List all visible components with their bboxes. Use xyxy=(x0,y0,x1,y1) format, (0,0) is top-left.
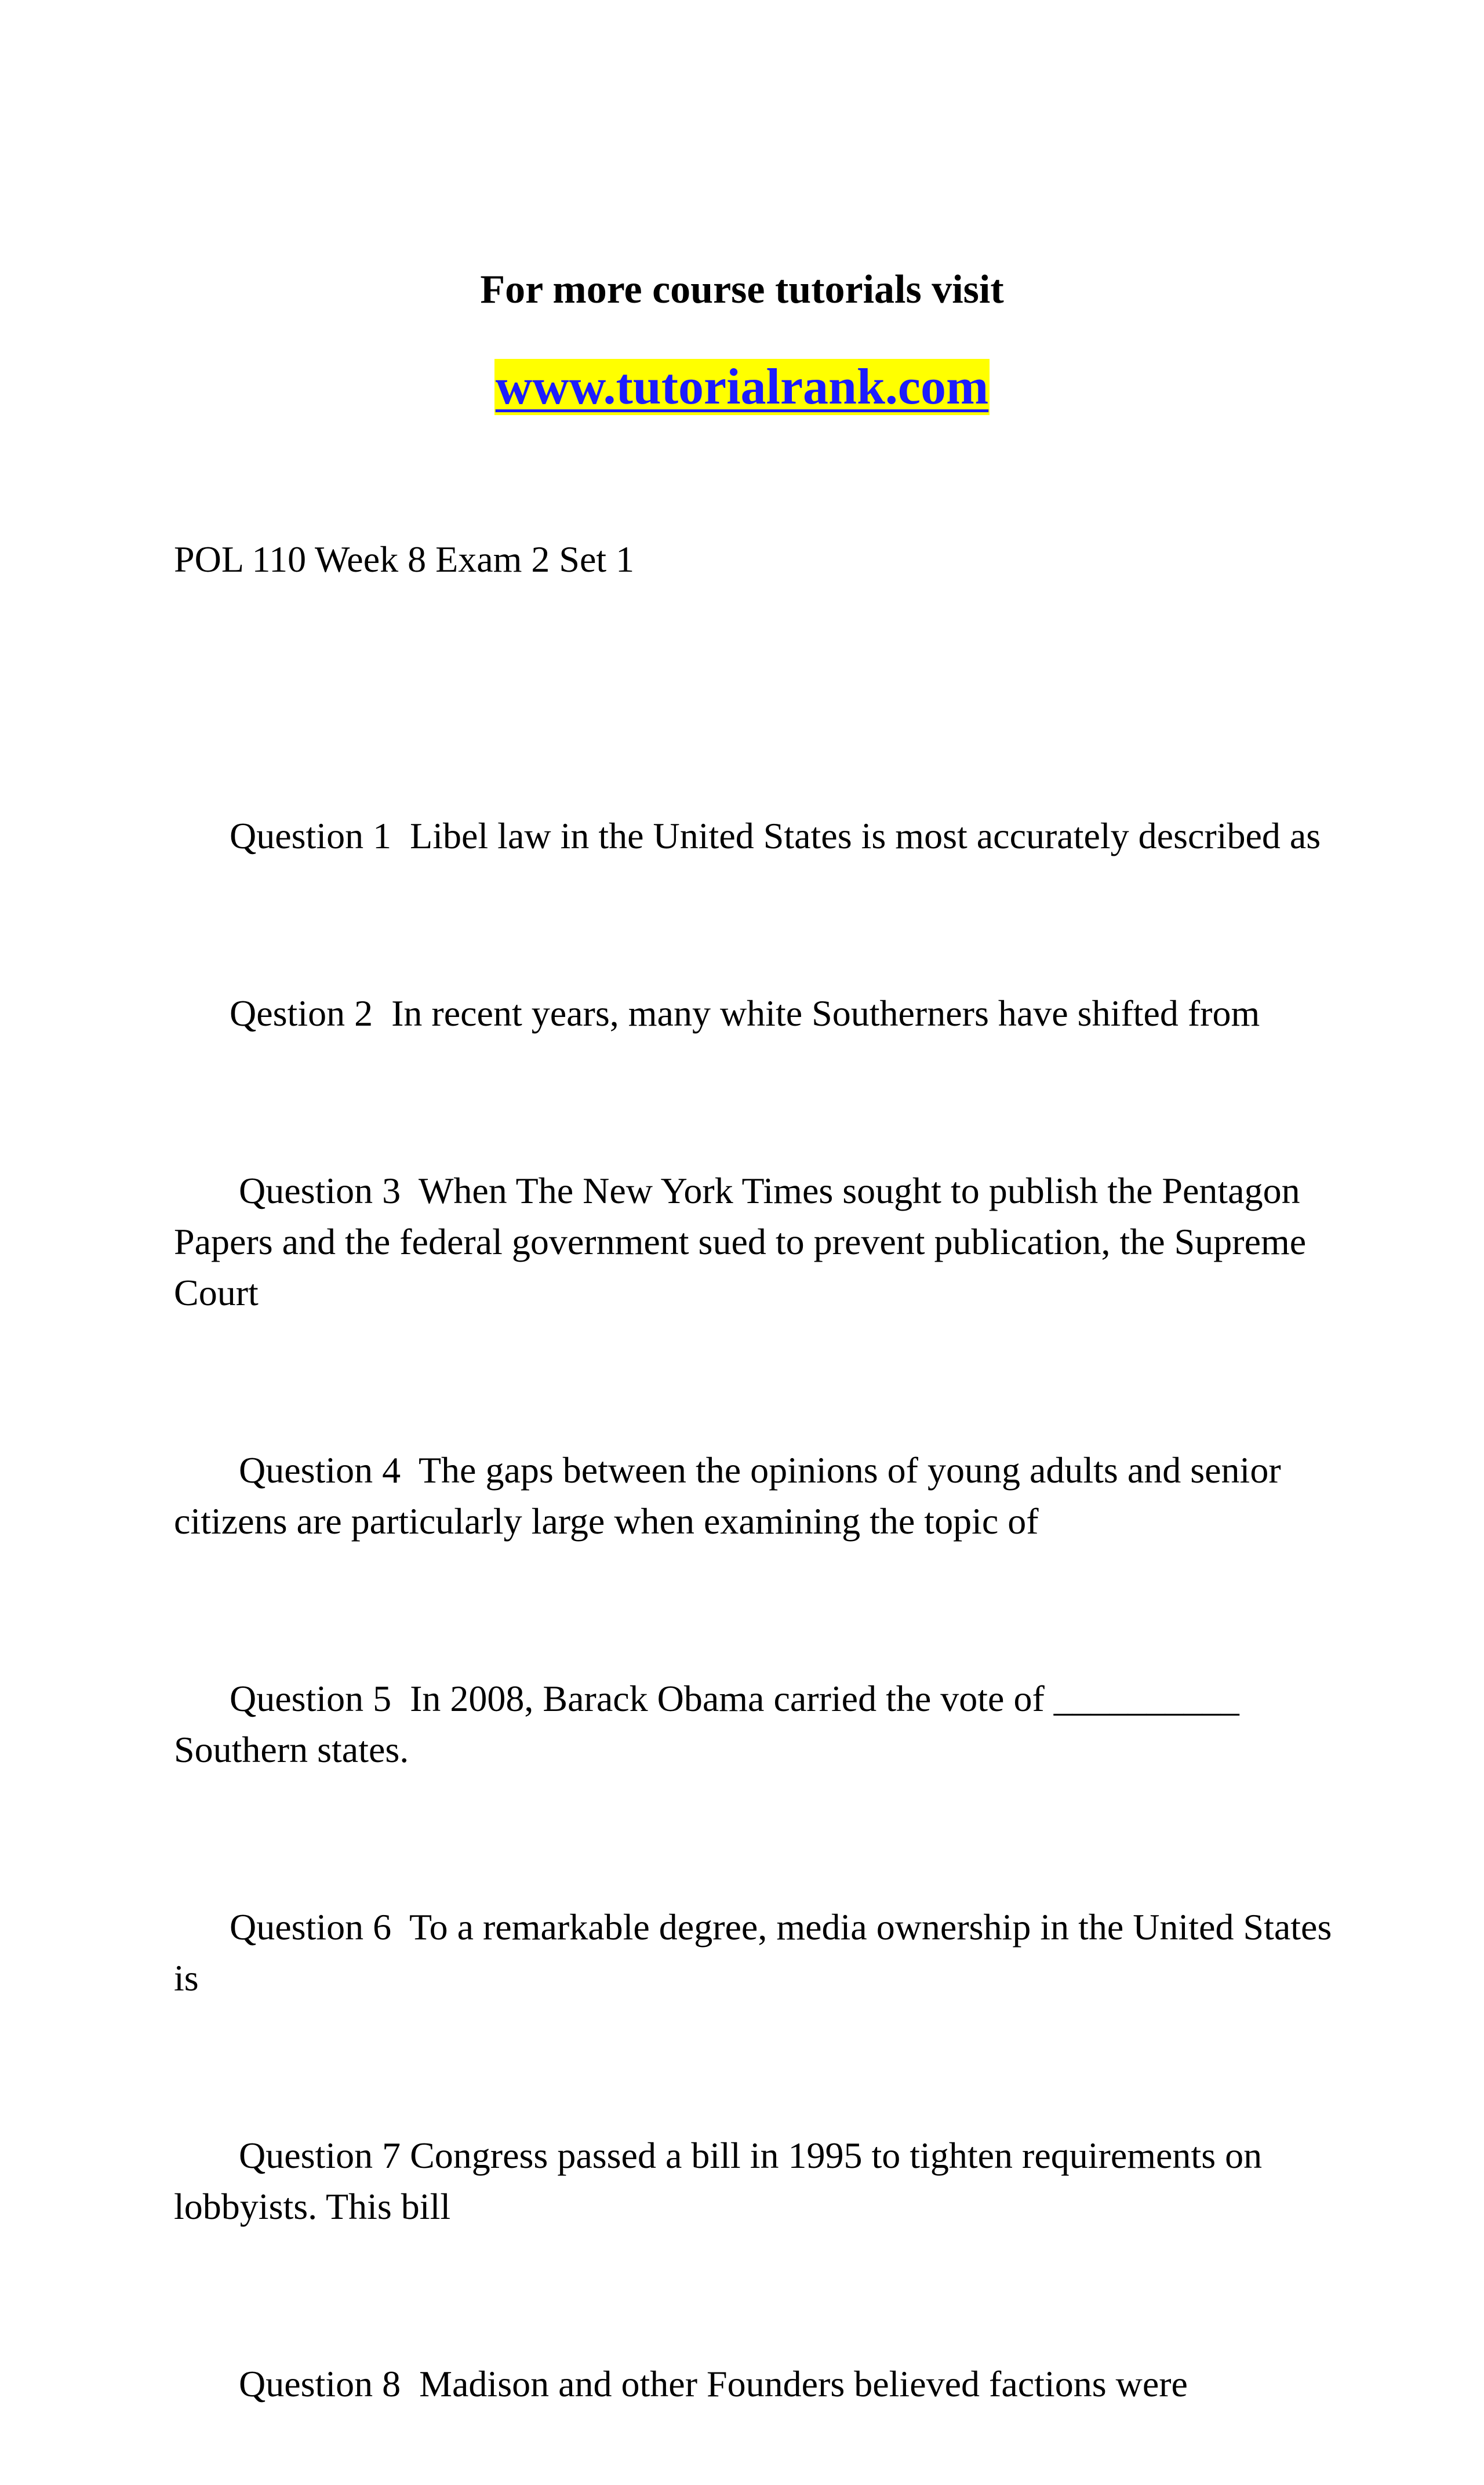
document-title: POL 110 Week 8 Exam 2 Set 1 xyxy=(174,539,635,580)
question-list xyxy=(174,760,1345,2485)
question-item xyxy=(174,1114,1345,1369)
question-text: Question 1 Libel law in the United States is most accurately described as xyxy=(230,815,1321,856)
question-text: Question 4 The gaps between the opinions of young adults and senior citizens are particularly large when examining the topic of xyxy=(174,1449,1290,1542)
question-text: Question 3 When The New York Times sought to publish the Pentagon Papers and the federal government sued to prevent publication, the Supreme Court xyxy=(174,1170,1316,1313)
question-item xyxy=(174,2308,1345,2461)
question-item xyxy=(174,1394,1345,1598)
question-item xyxy=(174,1622,1345,1826)
question-item xyxy=(174,2079,1345,2283)
promo-link-line xyxy=(0,355,1484,420)
tutorialrank-link[interactable]: www.tutorialrank.com xyxy=(495,359,989,415)
question-text: Question 6 To a remarkable degree, media ownership in the United States is xyxy=(174,1906,1341,1999)
question-text: Qestion 2 In recent years, many white Southerners have shifted from xyxy=(230,993,1260,1034)
question-item xyxy=(174,760,1345,913)
promo-heading: For more course tutorials visit xyxy=(480,267,1004,312)
question-text: Question 7 Congress passed a bill in 1995 to tighten requirements on lobbyists. This bill xyxy=(174,2135,1272,2227)
question-text: Question 8 Madison and other Founders believed factions were xyxy=(230,2363,1188,2404)
question-text: Question 5 In 2008, Barack Obama carried the vote of __________ Southern states. xyxy=(174,1678,1249,1770)
question-item xyxy=(174,937,1345,1090)
question-item xyxy=(174,1851,1345,2055)
